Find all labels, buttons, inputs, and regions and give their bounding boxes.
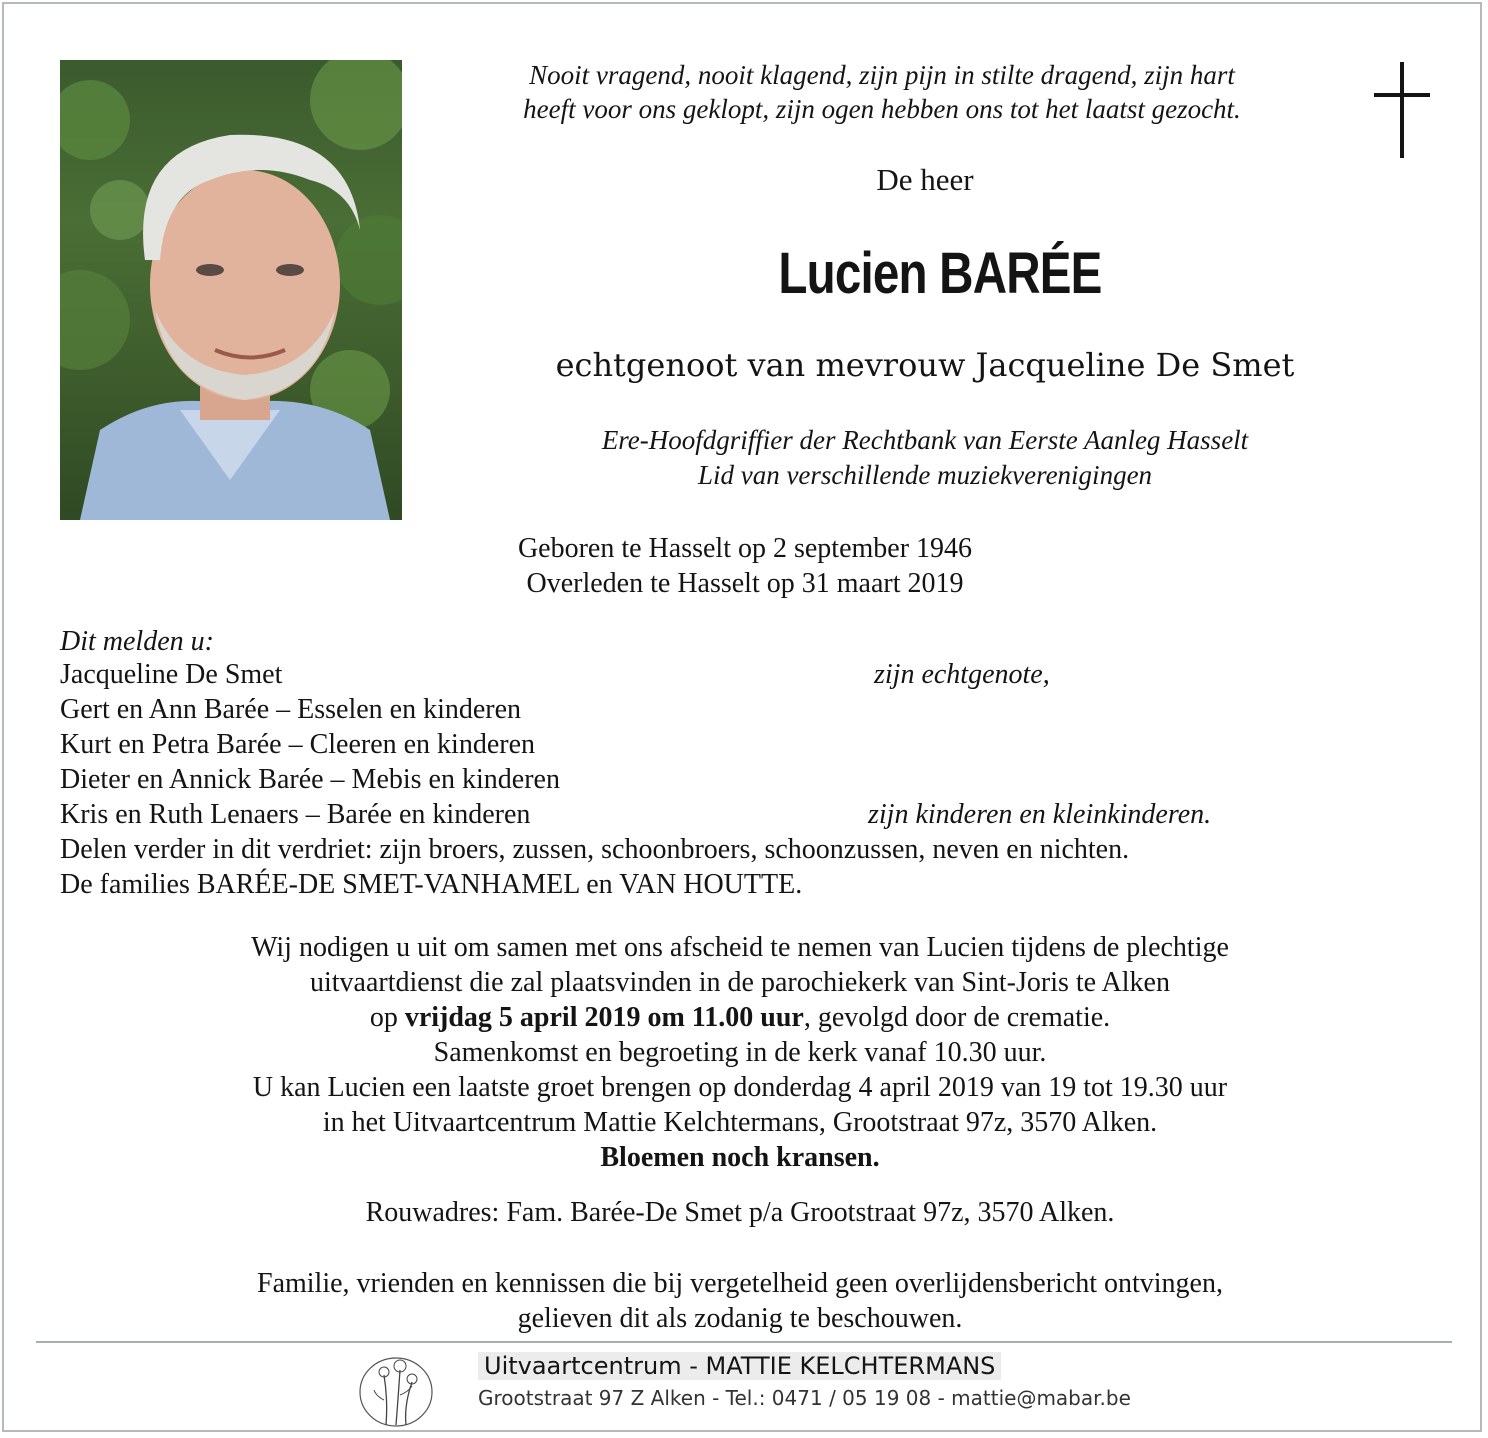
family-line: Dieter en Annick Barée – Mebis en kinderen	[60, 764, 560, 795]
flower-logo-icon	[356, 1350, 436, 1430]
ceremony-line: in het Uitvaartcentrum Mattie Kelchtermans, Grootstraat 97z, 3570 Alken.	[322, 1107, 1158, 1138]
ceremony-line: Wij nodigen u uit om samen met ons afscheid te nemen van Lucien tijdens de plechtige	[251, 932, 1229, 963]
ceremony-date-pre: op	[369, 1002, 405, 1033]
honorific: De heer	[876, 162, 974, 197]
closing-note	[60, 1266, 1420, 1336]
relation-children: zijn kinderen en kleinkinderen.	[868, 799, 1212, 830]
funeral-home-name: Uitvaartcentrum - MATTIE KELCHTERMANS	[478, 1352, 1001, 1380]
announcers-intro: Dit melden u:	[60, 626, 214, 657]
spouse-line: echtgenoot van mevrouw Jacqueline De Smet	[555, 346, 1295, 384]
family-line: Delen verder in dit verdriet: zijn broers, zussen, schoonbroers, schoonzussen, neven en nichten.	[60, 834, 1130, 865]
memorial-quote	[434, 58, 1330, 126]
ceremony-line: uitvaartdienst die zal plaatsvinden in de parochiekerk van Sint-Joris te Alken	[310, 967, 1170, 998]
family-line: Kris en Ruth Lenaers – Barée en kinderen	[60, 799, 531, 830]
family-line: Gert en Ann Barée – Esselen en kinderen	[60, 694, 522, 725]
portrait-illustration	[60, 60, 402, 520]
death-line: Overleden te Hasselt op 31 maart 2019	[526, 568, 964, 599]
family-line: Jacqueline De Smet	[60, 659, 283, 690]
mourning-address: Rouwadres: Fam. Barée-De Smet p/a Grootstraat 97z, 3570 Alken.	[365, 1197, 1115, 1228]
ceremony-line: U kan Lucien een laatste groet brengen op donderdag 4 april 2019 van 19 tot 19.30 uur	[252, 1072, 1228, 1103]
role-line: Lid van verschillende muziekverenigingen	[697, 460, 1153, 490]
flowers-note: Bloemen noch kransen.	[600, 1142, 880, 1173]
ceremony-date-line	[60, 1000, 1420, 1035]
ceremony-date-post: , gevolgd door de crematie.	[803, 1002, 1111, 1033]
ceremony-line: Samenkomst en begroeting in de kerk vanaf 10.30 uur.	[433, 1037, 1047, 1068]
roles	[430, 423, 1420, 493]
cross-icon	[1372, 60, 1432, 160]
relation-spouse: zijn echtgenote,	[874, 659, 1050, 690]
quote-line: heeft voor ons geklopt, zijn ogen hebben ons tot het laatst gezocht.	[523, 94, 1241, 124]
quote-line: Nooit vragend, nooit klagend, zijn pijn in stilte dragend, zijn hart	[529, 60, 1235, 90]
funeral-home-address: Grootstraat 97 Z Alken - Tel.: 0471 / 05 19 08 - mattie@mabar.be	[478, 1386, 1131, 1410]
divider	[36, 1341, 1452, 1343]
ceremony-invitation	[60, 930, 1420, 1175]
ceremony-date: vrijdag 5 april 2019 om 11.00 uur	[404, 1002, 804, 1033]
birth-line: Geboren te Hasselt op 2 september 1946	[517, 533, 973, 564]
family-line: De families BARÉE-DE SMET-VANHAMEL en VAN HOUTTE.	[60, 869, 803, 900]
portrait-photo	[60, 60, 402, 520]
family-line: Kurt en Petra Barée – Cleeren en kinderen	[60, 729, 536, 760]
deceased-name: Lucien BARÉE	[778, 241, 1102, 306]
closing-line: Familie, vrienden en kennissen die bij vergetelheid geen overlijdensbericht ontvingen,	[257, 1268, 1223, 1299]
life-dates	[430, 531, 1060, 601]
role-line: Ere-Hoofdgriffier der Rechtbank van Eerste Aanleg Hasselt	[601, 425, 1249, 455]
closing-line: gelieven dit als zodanig te beschouwen.	[517, 1303, 963, 1334]
